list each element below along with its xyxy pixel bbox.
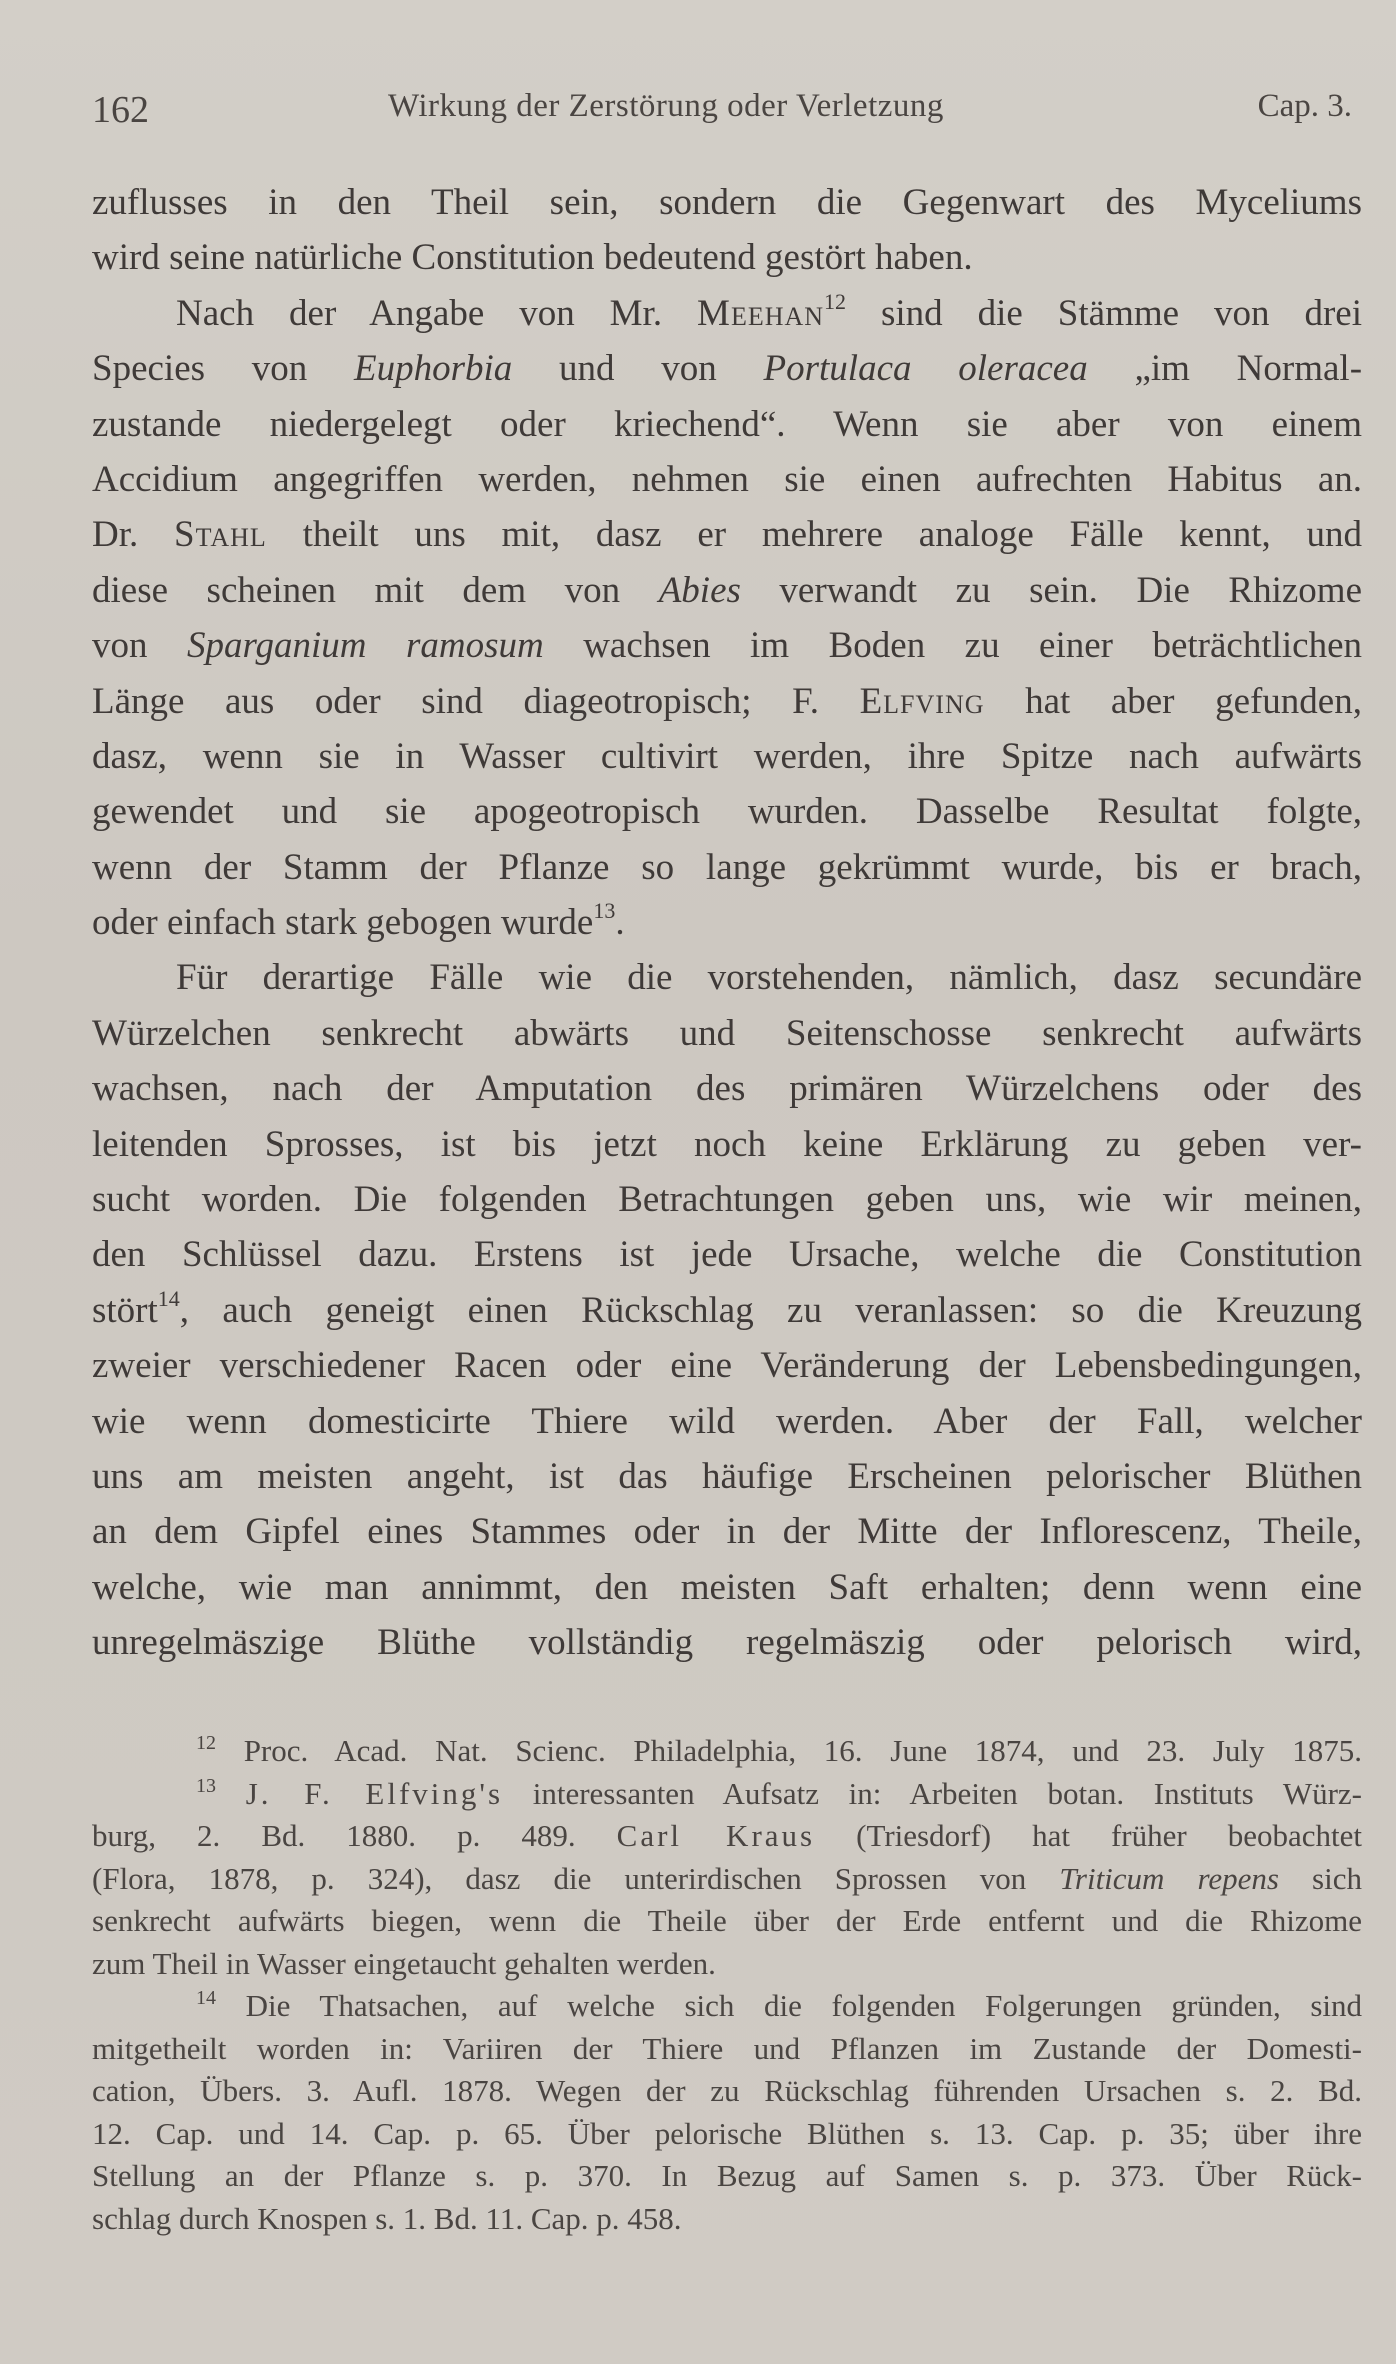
author-name: Carl Kraus xyxy=(616,1818,816,1853)
footnote-ref: 13 xyxy=(593,898,616,924)
author-name: J. F. Elfving's xyxy=(245,1775,504,1811)
text-line: Würzelchen senkrecht abwärts und Seitenschosse senkrecht aufwärts xyxy=(92,1012,1362,1054)
body-text xyxy=(92,175,1362,1671)
taxon-name: Euphorbia xyxy=(354,348,513,390)
footnote-line: schlag durch Knospen s. 1. Bd. 11. Cap. p. 458. xyxy=(92,2200,682,2236)
footnote-line: (Flora, 1878, p. 324), dasz die unterirdischen Sprossen von Triticum repens sich xyxy=(92,1860,1362,1896)
text-line: zweier verschiedener Racen oder eine Veränderung der Lebensbedingungen, xyxy=(92,1345,1362,1387)
taxon-name: Abies xyxy=(658,569,741,611)
text-line: Accidium angegriffen werden, nehmen sie einen aufrechten Habitus an. xyxy=(92,458,1362,500)
page-number: 162 xyxy=(92,89,149,131)
text-line: wie wenn domesticirte Thiere wild werden. Aber der Fall, welcher xyxy=(92,1400,1362,1442)
taxon-name: Portulaca oleracea xyxy=(763,348,1088,390)
text-line: stört$^{14}$, auch geneigt einen Rückschlag zu veranlassen: so die Kreuzung xyxy=(92,1285,1362,1331)
text-line: Species von Euphorbia und von Portulaca oleracea „im Normal- xyxy=(92,348,1363,390)
footnote-ref: 12 xyxy=(824,288,847,314)
text-line: Länge aus oder sind diageotropisch; F. Elfving hat aber gefunden, xyxy=(92,680,1362,722)
text-line: leitenden Sprosses, ist bis jetzt noch keine Erklärung zu geben ver- xyxy=(92,1123,1362,1165)
footnote-line: cation, Übers. 3. Aufl. 1878. Wegen der zu Rückschlag führenden Ursachen s. 2. Bd. xyxy=(92,2073,1362,2108)
text-line: zuflusses in den Theil sein, sondern die Gegenwart des Myceliums xyxy=(92,182,1362,223)
footnote-line: 12. Cap. und 14. Cap. p. 65. Über pelorische Blüthen s. 13. Cap. p. 35; über ihre xyxy=(92,2115,1362,2151)
text-line: den Schlüssel dazu. Erstens ist jede Ursache, welche die Constitution xyxy=(92,1234,1362,1276)
footnote-line: Stellung an der Pflanze s. p. 370. In Bezug auf Samen s. p. 373. Über Rück- xyxy=(92,2158,1362,2193)
footnote-14: $^{14}$ Die Thatsachen, auf welche sich die folgenden Folgerungen gründen, sind xyxy=(196,1987,1362,2023)
text-line: dasz, wenn sie in Wasser cultivirt werden, ihre Spitze nach aufwärts xyxy=(92,735,1362,777)
footnote-ref: 14 xyxy=(157,1285,180,1311)
author-name: Meehan xyxy=(697,292,825,334)
text-line: Dr. Stahl theilt uns mit, dasz er mehrere analoge Fälle kennt, und xyxy=(92,514,1362,556)
taxon-name: Sparganium ramosum xyxy=(186,625,544,667)
footnote-line: zum Theil in Wasser eingetaucht gehalten werden. xyxy=(92,1945,716,1981)
text-line: diese scheinen mit dem von Abies verwandt zu sein. Die Rhizome xyxy=(92,569,1362,611)
running-title: Wirkung der Zerstörung oder Verletzung xyxy=(388,88,944,124)
text-line: an dem Gipfel eines Stammes oder in der Mitte der Inflorescenz, Theile, xyxy=(92,1511,1362,1553)
text-line: uns am meisten angeht, ist das häufige Erscheinen pelorischer Blüthen xyxy=(92,1455,1362,1497)
footnote-13: $^{13}$ J. F. Elfving's interessanten Aufsatz in: Arbeiten botan. Instituts Würz- xyxy=(196,1774,1363,1811)
taxon-name: Triticum repens xyxy=(1059,1860,1279,1896)
text-line: sucht worden. Die folgenden Betrachtungen geben uns, wie wir meinen, xyxy=(92,1179,1362,1221)
footnote-line: senkrecht aufwärts biegen, wenn die Theile über der Erde entfernt und die Rhizome xyxy=(92,1903,1362,1938)
text-line: Nach der Angabe von Mr. Meehan$^{12}$ sind die Stämme von drei xyxy=(176,288,1362,334)
text-line: gewendet und sie apogeotropisch wurden. Dasselbe Resultat folgte, xyxy=(92,791,1362,833)
text-line: unregelmäszige Blüthe vollständig regelmäszig oder pelorisch wird, xyxy=(92,1622,1362,1664)
footnote-line: mitgetheilt worden in: Variiren der Thiere und Pflanzen im Zustande der Domesti- xyxy=(92,2030,1362,2066)
footnotes xyxy=(92,1730,1362,2240)
running-header xyxy=(92,88,1352,138)
footnote-line: burg, 2. Bd. 1880. p. 489. Carl Kraus (Triesdorf) hat früher beobachtet xyxy=(92,1818,1363,1853)
footnote-12: $^{12}$ Proc. Acad. Nat. Scienc. Philadelphia, 16. June 1874, und 23. July 1875. xyxy=(196,1732,1362,1768)
text-line: Für derartige Fälle wie die vorstehenden, nämlich, dasz secundäre xyxy=(176,957,1362,999)
text-line: wenn der Stamm der Pflanze so lange gekrümmt wurde, bis er brach, xyxy=(92,846,1362,888)
text-line: oder einfach stark gebogen wurde$^{13}$. xyxy=(92,898,625,944)
author-name: Stahl xyxy=(174,514,267,556)
text-line: wachsen, nach der Amputation des primären Würzelchens oder des xyxy=(92,1068,1362,1110)
text-line: welche, wie man annimmt, den meisten Saft erhalten; denn wenn eine xyxy=(92,1566,1362,1608)
author-name: Elfving xyxy=(859,680,985,722)
text-line: zustande niedergelegt oder kriechend“. Wenn sie aber von einem xyxy=(92,403,1362,445)
text-line: von Sparganium ramosum wachsen im Boden zu einer beträchtlichen xyxy=(92,625,1363,667)
chapter-label: Cap. 3. xyxy=(1257,88,1352,124)
text-line: wird seine natürliche Constitution bedeutend gestört haben. xyxy=(92,237,973,279)
